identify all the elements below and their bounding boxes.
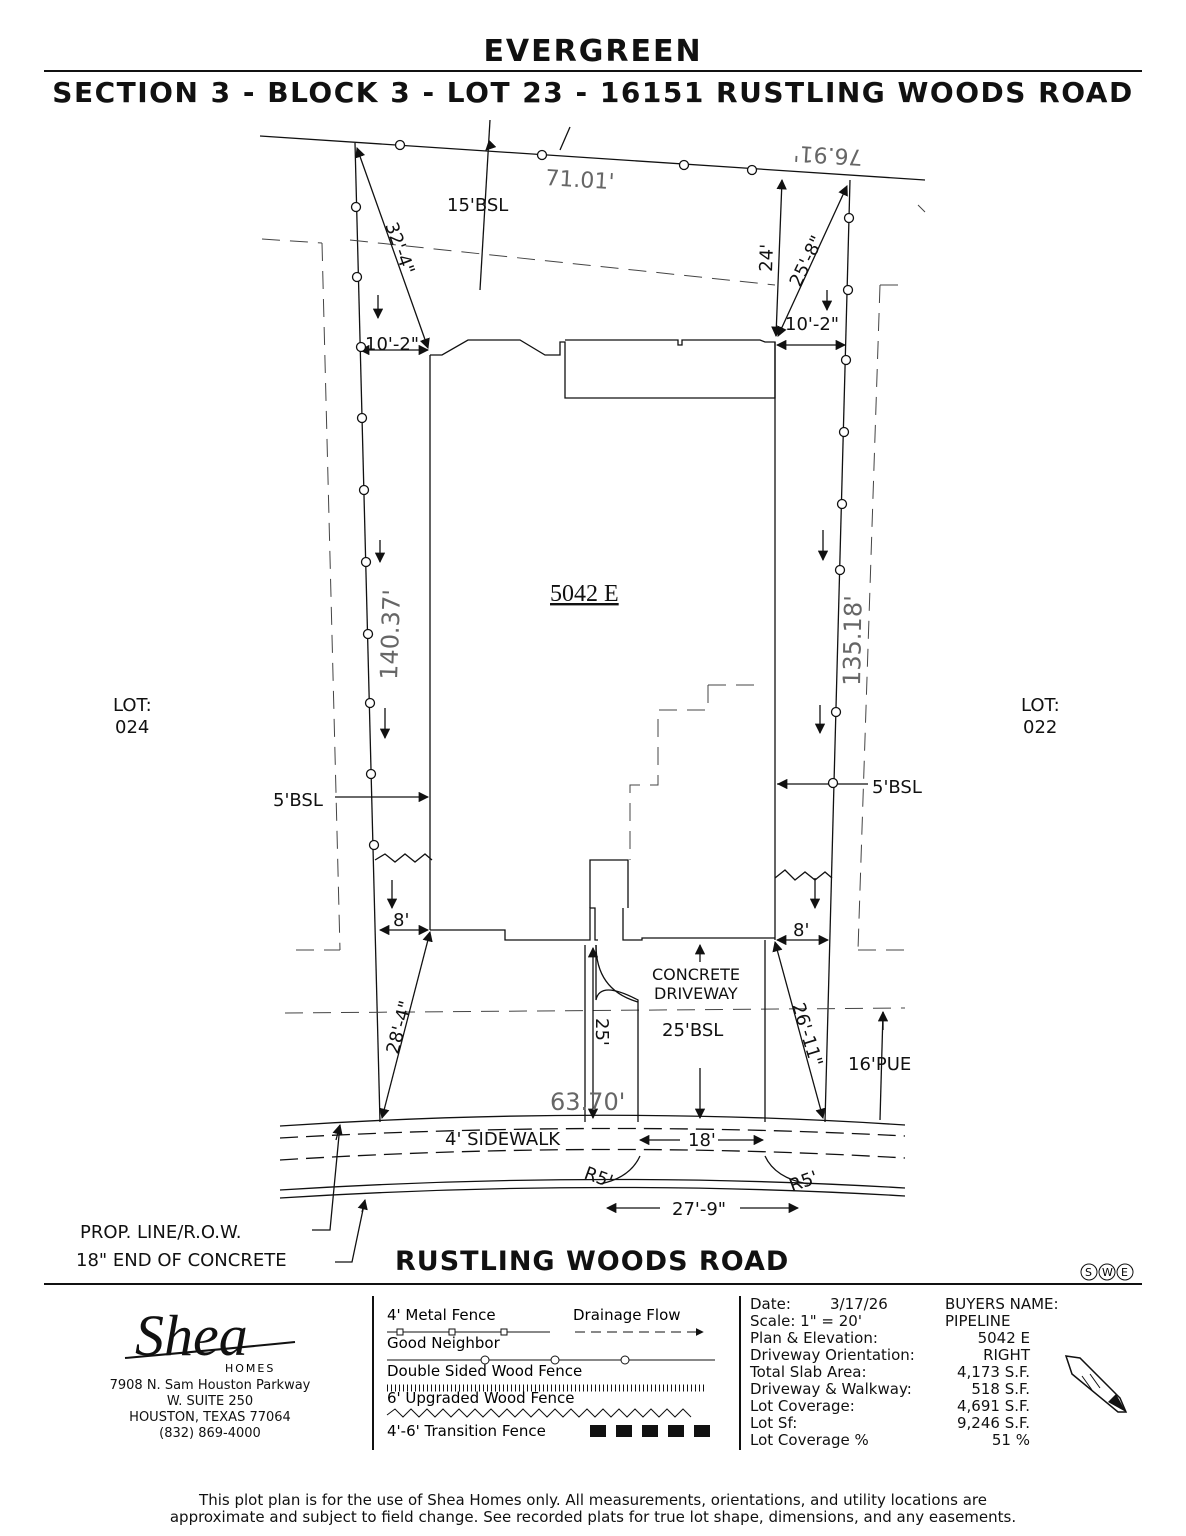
info-key: Total Slab Area:: [750, 1363, 867, 1381]
bsl-left-label: 5'BSL: [273, 790, 323, 811]
info-value: 4,173 S.F.: [957, 1363, 1030, 1381]
buyer-value: PIPELINE: [945, 1312, 1011, 1330]
front-dim-a: 71.01': [544, 166, 616, 196]
house-label: 5042 E: [550, 581, 619, 607]
disclaimer-line: approximate and subject to field change. See recorded plats for true lot shape, dimensions, and any easements.: [169, 1508, 1017, 1526]
end-concrete-label: 18" END OF CONCRETE: [76, 1250, 287, 1271]
lot-left-line2: 024: [115, 717, 150, 738]
setback-line-bottom: [285, 1008, 905, 1013]
svg-text:E: E: [1121, 1266, 1130, 1279]
address-line: HOUSTON, TEXAS 77064: [129, 1410, 291, 1425]
buyer-label: BUYERS NAME:: [945, 1295, 1059, 1313]
left-bottom-gap: 8': [393, 910, 410, 931]
lot-left-line1: LOT:: [113, 695, 152, 716]
info-key: Driveway & Walkway:: [750, 1380, 912, 1398]
disclaimer: [0, 1492, 1186, 1526]
legend-transition: 4'-6' Transition Fence: [387, 1422, 546, 1440]
diag-bl-label: 28'-4": [382, 998, 417, 1057]
right-top-gap: 10'-2": [785, 314, 840, 335]
front-dim-b: 76.91': [792, 139, 864, 169]
shea-logo: [95, 1300, 355, 1380]
prop-line-label: PROP. LINE/R.O.W.: [80, 1222, 242, 1243]
info-key: Lot Coverage:: [750, 1397, 855, 1415]
info-value: 3/17/26: [830, 1295, 888, 1313]
divider: [739, 1296, 741, 1450]
info-key: Scale: 1" = 20': [750, 1312, 862, 1330]
bsl-bottom-label: 25'BSL: [662, 1020, 724, 1041]
neighbor-left-line: [262, 239, 322, 243]
drive-width-label: 18': [688, 1130, 716, 1151]
house-footprint: [430, 340, 775, 398]
sidewalk-label: 4' SIDEWALK: [445, 1129, 561, 1150]
logo-text: Shea: [135, 1303, 248, 1368]
driveway-label-1: CONCRETE: [652, 965, 741, 984]
legend-metal-fence: 4' Metal Fence: [387, 1306, 496, 1324]
diag-tr-label: 25'-8": [785, 232, 829, 291]
info-value: RIGHT: [983, 1346, 1030, 1364]
buyer-block: [945, 1296, 1059, 1330]
info-value: 518 S.F.: [971, 1380, 1030, 1398]
rear-line-dim: 63.70': [550, 1088, 626, 1116]
road-name: RUSTLING WOODS ROAD: [395, 1246, 790, 1277]
legend-drainage: Drainage Flow: [573, 1306, 681, 1324]
info-key: Date:: [750, 1295, 791, 1313]
bsl-top-label: 15'BSL: [447, 195, 509, 216]
footer-rule: [44, 1283, 1142, 1285]
info-key: Lot Coverage %: [750, 1431, 869, 1449]
lot-right-line2: 022: [1023, 717, 1058, 738]
info-value: 51 %: [991, 1431, 1030, 1449]
right-bottom-gap: 8': [793, 920, 810, 941]
right-side-dim: 135.18': [838, 595, 868, 687]
bsl-right-label: 5'BSL: [872, 777, 922, 798]
radius-left: R5': [581, 1162, 616, 1193]
info-key: Driveway Orientation:: [750, 1346, 915, 1364]
divider: [372, 1296, 374, 1450]
info-value: 5042 E: [977, 1329, 1030, 1347]
north-arrow-icon: [1060, 1350, 1140, 1424]
left-side-dim: 140.37': [375, 588, 407, 681]
svg-text:W: W: [1102, 1266, 1115, 1279]
svg-text:S: S: [1085, 1266, 1094, 1279]
info-key: Lot Sf:: [750, 1414, 798, 1432]
legend-double-sided: Double Sided Wood Fence: [387, 1362, 583, 1380]
legend-good-neighbor: Good Neighbor: [387, 1334, 500, 1352]
lot-title: SECTION 3 - BLOCK 3 - LOT 23 - 16151 RUSTLING WOODS ROAD: [52, 76, 1134, 109]
phone: (832) 869-4000: [159, 1426, 261, 1441]
disclaimer-line: This plot plan is for the use of Shea Homes only. All measurements, orientations, and utility locations are: [199, 1491, 987, 1509]
lot-right-line1: LOT:: [1021, 695, 1060, 716]
company-address: [60, 1378, 360, 1442]
address-line: W. SUITE 250: [166, 1394, 254, 1409]
pue-label: 16'PUE: [848, 1054, 912, 1075]
swe-mark: [1080, 1262, 1136, 1285]
info-value: 9,246 S.F.: [957, 1414, 1030, 1432]
setback-tr-vert: 24': [756, 243, 778, 273]
info-value: 4,691 S.F.: [957, 1397, 1030, 1415]
drive-depth-label: 25': [591, 1018, 612, 1046]
diag-br-label: 26'-11": [787, 1000, 827, 1070]
curb-width-label: 27'-9": [672, 1199, 727, 1220]
neighbor-left-side: [322, 243, 340, 950]
driveway-label-2: DRIVEWAY: [654, 984, 738, 1003]
left-top-gap: 10'-2": [365, 334, 420, 355]
info-key: Plan & Elevation:: [750, 1329, 878, 1347]
legend-upgraded: 6' Upgraded Wood Fence: [387, 1389, 575, 1407]
radius-right: R5': [786, 1167, 821, 1197]
diag-tl-label: 32'-4": [380, 219, 419, 278]
community-title: EVERGREEN: [483, 34, 703, 69]
address-line: 7908 N. Sam Houston Parkway: [109, 1378, 311, 1393]
logo-sub: HOMES: [225, 1362, 276, 1375]
